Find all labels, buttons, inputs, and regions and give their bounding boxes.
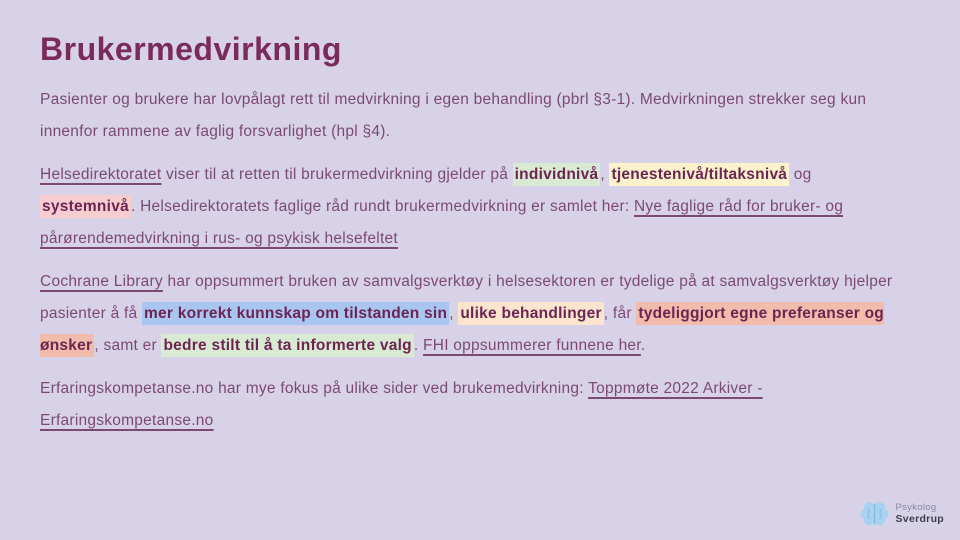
text-run: har oppsummert bruken av samvalgsverktøy i helsesektoren er tydelige på at samvalgsverktøy hjelper pasienter å få bbox=[40, 273, 893, 323]
highlighted-text: tjenestenivå/tiltaksnivå bbox=[609, 163, 789, 186]
logo-brand-bottom: Sverdrup bbox=[895, 513, 944, 526]
text-link[interactable]: Helsedirektoratet bbox=[40, 166, 162, 184]
text-link[interactable]: Cochrane Library bbox=[40, 273, 163, 291]
paragraph bbox=[40, 159, 896, 255]
paragraph bbox=[40, 373, 896, 437]
paragraph bbox=[40, 84, 896, 148]
text-run: viser til at retten til brukermedvirkning gjelder på bbox=[161, 166, 513, 184]
text-run: . bbox=[413, 337, 424, 355]
text-run: , samt er bbox=[94, 337, 162, 355]
page-title: Brukermedvirkning bbox=[40, 31, 342, 67]
text-run: Pasienter og brukere har lovpålagt rett til medvirkning i egen behandling (pbrl §3-1). Medvirkningen strekker seg kun innenfor rammene av faglig forsvarlighet (hpl §4). bbox=[40, 91, 867, 141]
paragraph bbox=[40, 266, 896, 362]
logo-brand-top: Psykolog bbox=[895, 501, 937, 513]
highlighted-text: individnivå bbox=[513, 163, 601, 186]
text-run: , får bbox=[603, 305, 637, 323]
highlighted-text: mer korrekt kunnskap om tilstanden sin bbox=[142, 302, 449, 325]
highlighted-text: ulike behandlinger bbox=[458, 302, 603, 325]
highlighted-text: tydeliggjort egne preferanser og ønsker bbox=[40, 302, 884, 357]
text-run: . Helsedirektoratets faglige råd rundt brukermedvirkning er samlet her: bbox=[130, 198, 634, 216]
text-link[interactable]: Toppmøte 2022 Arkiver - Erfaringskompetanse.no bbox=[40, 380, 763, 430]
text-run: og bbox=[789, 166, 812, 184]
brain-icon bbox=[860, 500, 890, 528]
text-run: , bbox=[600, 166, 610, 184]
slide-body bbox=[40, 84, 896, 437]
logo bbox=[860, 500, 945, 528]
highlighted-text: systemnivå bbox=[40, 195, 131, 218]
text-run: , bbox=[449, 305, 459, 323]
logo-text bbox=[896, 502, 945, 527]
text-run: . bbox=[640, 337, 646, 355]
highlighted-text: bedre stilt til å ta informerte valg bbox=[161, 334, 413, 357]
text-link[interactable]: Nye faglige råd for bruker- og pårørendemedvirkning i rus- og psykisk helsefeltet bbox=[40, 198, 844, 248]
text-run: Erfaringskompetanse.no har mye fokus på ulike sider ved brukemedvirkning: bbox=[40, 380, 589, 398]
text-link[interactable]: FHI oppsummerer funnene her bbox=[423, 337, 641, 355]
